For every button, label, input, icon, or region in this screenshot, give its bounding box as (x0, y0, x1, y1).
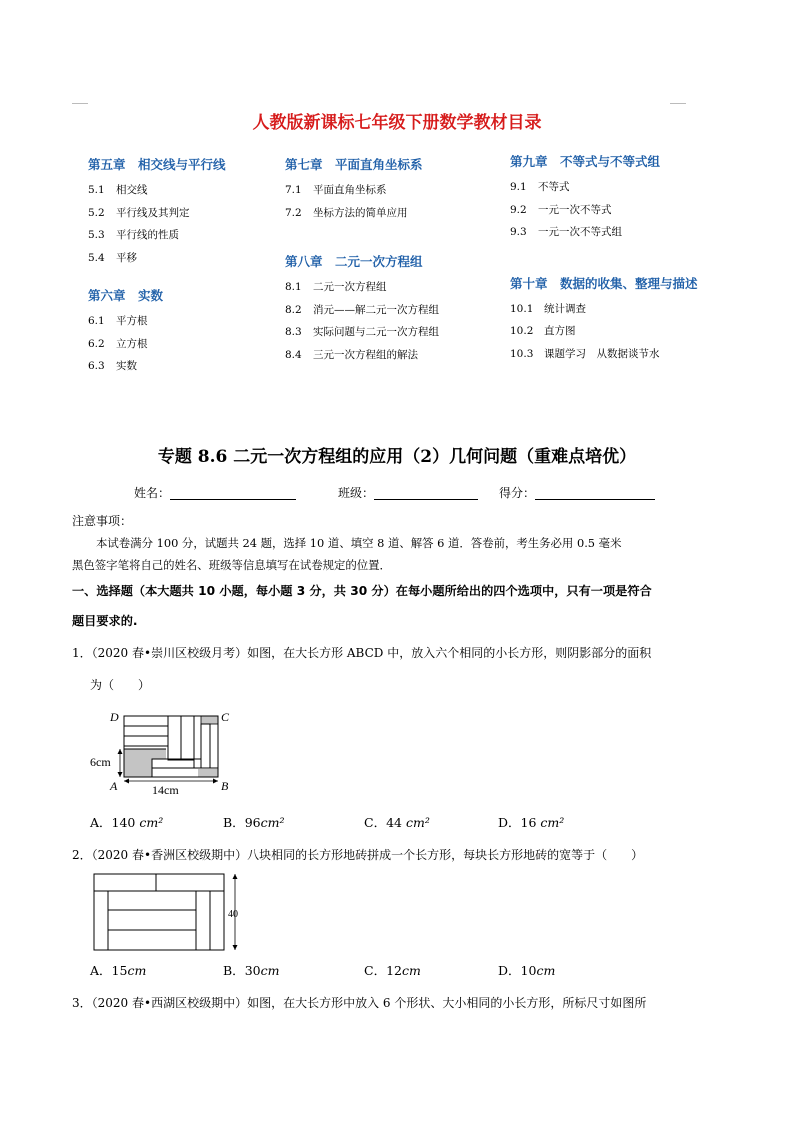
shaded-region-top-right (201, 716, 218, 724)
section-1-heading: 一、选择题（本大题共 10 小题，每小题 3 分，共 30 分）在每小题所给出的四个选项中，只有一项是符合 (72, 584, 652, 598)
question-2-text: 2．（2020 春•香洲区校级期中）八块相同的长方形地砖拼成一个长方形，每块长方形地砖的宽等于（ ） (72, 848, 644, 862)
section-item: 9.3 一元一次不等式组 (510, 226, 622, 238)
chapter-8-title: 第八章 二元一次方程组 (285, 254, 423, 269)
section-item: 6.3 实数 (88, 360, 137, 372)
chapter-5-title: 第五章 相交线与平行线 (88, 157, 226, 172)
vertex-label-d: D (110, 710, 119, 724)
q2-option-b[interactable]: B．30cm (223, 963, 280, 978)
width-label: 14cm (152, 783, 179, 797)
section-item: 5.1 相交线 (88, 184, 148, 196)
section-item: 6.1 平方根 (88, 315, 148, 327)
class-label: 班级： (338, 486, 375, 500)
topic-title: 专题 8.6 二元一次方程组的应用（2）几何问题（重难点培优） (157, 447, 637, 467)
vertex-label-b: B (221, 779, 229, 793)
height-label: 6cm (90, 755, 111, 769)
section-item: 7.1 平面直角坐标系 (285, 184, 387, 196)
q2-option-c[interactable]: C．12cm (364, 963, 421, 978)
section-item: 9.1 不等式 (510, 181, 570, 193)
q2-option-d[interactable]: D．10cm (498, 963, 556, 978)
question-2-figure (88, 870, 258, 956)
q1-option-a[interactable]: A．140 cm² (90, 815, 164, 830)
height-label: 40 (228, 909, 238, 920)
section-item: 9.2 一元一次不等式 (510, 203, 612, 216)
q1-option-d[interactable]: D．16 cm² (498, 815, 565, 830)
section-item: 5.4 平移 (88, 251, 137, 264)
name-field[interactable] (134, 484, 296, 501)
toc-title: 人教版新课标七年级下册数学教材目录 (252, 113, 542, 133)
section-item: 8.4 三元一次方程组的解法 (285, 348, 418, 361)
score-field[interactable] (499, 484, 655, 501)
name-label: 姓名： (134, 486, 171, 500)
chapter-9-title: 第九章 不等式与不等式组 (510, 154, 661, 169)
question-3-text: 3．（2020 春•西湖区校级期中）如图，在大长方形中放入 6 个形状、大小相同的小长方形，所标尺寸如图所 (72, 996, 647, 1010)
section-item: 5.3 平行线的性质 (88, 229, 179, 241)
q1-option-c[interactable]: C．44 cm² (364, 815, 430, 830)
vertex-label-a: A (110, 779, 118, 793)
chapter-10-title: 第十章 数据的收集、整理与描述 (510, 275, 698, 291)
shaded-region-bottom-right (198, 769, 218, 777)
section-item: 6.2 立方根 (88, 337, 148, 350)
q2-option-a[interactable]: A．15cm (90, 963, 147, 978)
vertex-label-c: C (221, 710, 230, 724)
question-1-text: 1．（2020 春•崇川区校级月考）如图，在大长方形 ABCD 中，放入六个相同的小长方形，则阴影部分的面积 (72, 646, 652, 660)
section-item: 7.2 坐标方法的简单应用 (285, 206, 408, 219)
toc-column-3 (510, 152, 698, 365)
section-1-heading-cont: 题目要求的. (72, 614, 138, 628)
toc-column-2 (285, 155, 439, 366)
header-corner-mark-right (670, 103, 686, 104)
notice-line-1: 本试卷满分 100 分，试题共 24 题，选择 10 道、填空 8 道、解答 6 道．答卷前，考生务必用 0.5 毫米 (96, 536, 622, 550)
question-1-figure (88, 706, 258, 798)
chapter-6-title: 第六章 实数 (88, 288, 164, 303)
section-item: 10.3 课题学习 从数据谈节水 (510, 347, 660, 360)
notice-heading: 注意事项： (72, 514, 133, 528)
question-1-text-cont: 为（ ） (90, 678, 151, 692)
chapter-7-title: 第七章 平面直角坐标系 (285, 157, 423, 172)
toc-column-1 (88, 155, 226, 378)
section-item: 8.3 实际问题与二元一次方程组 (285, 326, 439, 338)
header-corner-mark-left (72, 103, 88, 104)
section-item: 8.1 二元一次方程组 (285, 281, 387, 293)
section-item: 10.2 直方图 (510, 325, 576, 337)
q1-option-b[interactable]: B．96cm² (223, 815, 285, 830)
class-field[interactable] (338, 484, 478, 501)
section-item: 8.2 消元——解二元一次方程组 (285, 303, 439, 316)
score-label: 得分： (499, 486, 536, 500)
section-item: 10.1 统计调查 (510, 302, 586, 315)
section-item: 5.2 平行线及其判定 (88, 206, 190, 219)
notice-line-2: 黑色签字笔将自己的姓名、班级等信息填写在试卷规定的位置． (72, 558, 391, 572)
